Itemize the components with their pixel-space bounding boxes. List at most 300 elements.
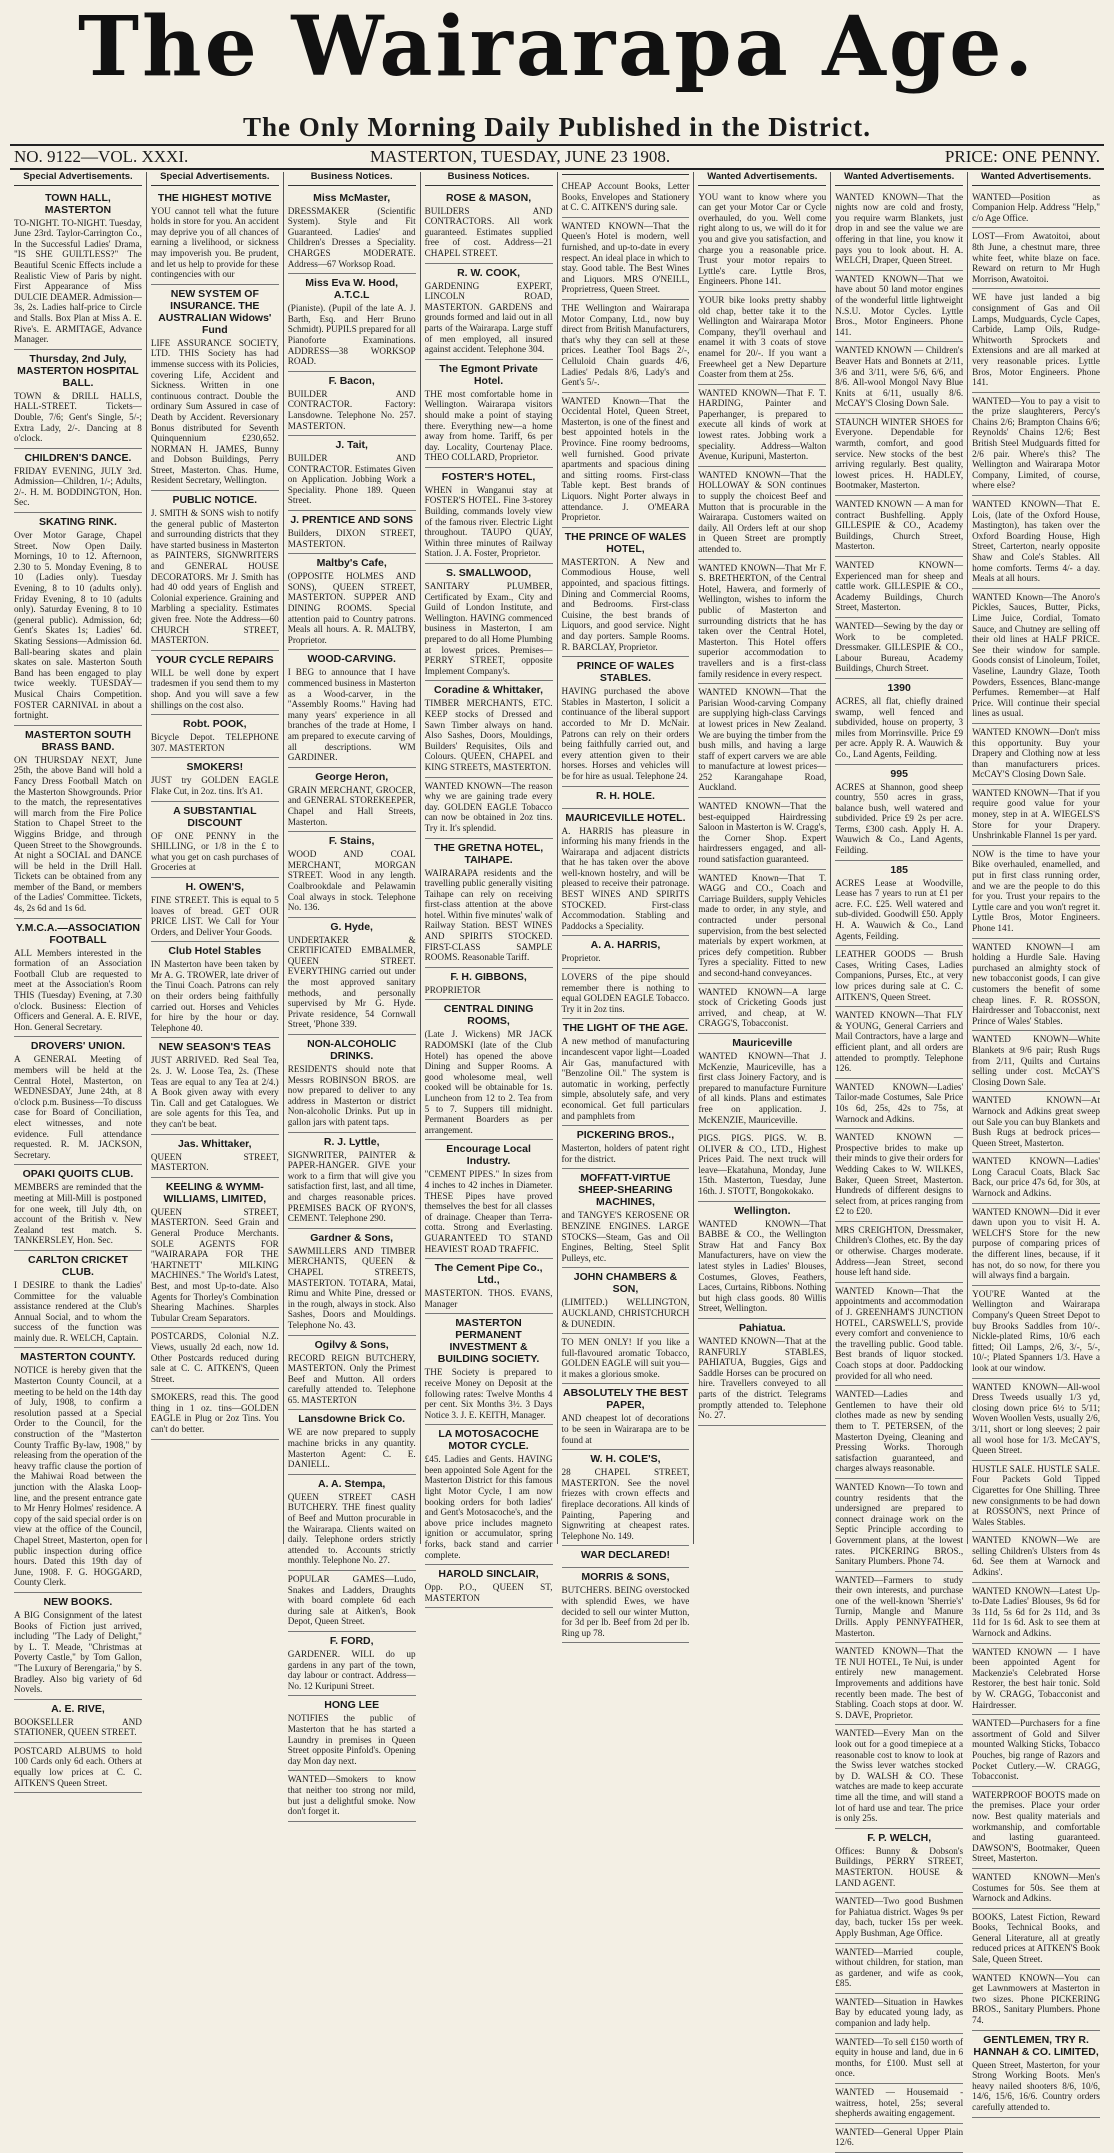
advertisement-body: SANITARY PLUMBER, Certificated by Exam., City and Guild of London Institute, and Wellington. HAVING commenced business in Masterton, I am prepared to do all Home Plumbing at lowest prices. Premises—PERRY STREET, opposite Implement Company's. xyxy=(424,581,553,676)
advertisement-body: DRESSMAKER (Scientific System). Style and Fit Guaranteed. Ladies' and Children's Dresses a Speciality. CHARGES MODERATE. Address—67 Worksop Road. xyxy=(287,205,416,269)
advertisement xyxy=(835,1643,963,1725)
advertisement-body: (LIMITED.) WELLINGTON, AUCKLAND, CHRISTCHURCH & DUNEDIN. xyxy=(561,1297,690,1329)
advertisement-body: WANTED KNOWN—That if you require good value for your money, step in at A. WIEGELS'S Store for your Drapery. Unshrinkable Flannel 1s per yard. xyxy=(972,787,1100,841)
advertisement-body: WANTED—Smokers to know that neither too strong nor mild, but just a delightful smoke. Now don't forget it. xyxy=(287,1774,416,1817)
advertisement-body: TOWN & DRILL HALLS, HALL-STREET. Tickets—Double, 7/6; Gent's Single, 5/-; Extra Lady, 2/-. Dancing at 8 o'clock. xyxy=(14,390,142,444)
advertisement-body: THE Society is prepared to receive Money on Deposit at the following rates: Twelve Months 4 per cent. Six Months 3½. 3 Days Notice 3. J. E. KEITH, Manager. xyxy=(424,1367,553,1420)
advertisement-body: YOU cannot tell what the future holds in store for you. An accident may deprive you of all chances of earning a livelihood, or sickness may impoverish you. Be prudent, and let us help to provide for these contingencies with our xyxy=(150,205,279,280)
advertisement-body: YOUR bike looks pretty shabby old chap, better take it to the Wellington and Wairarapa Motor Company, they'll overhaul and enamel it with 3 coats of stove enamel for 20/-. If you want a Freewheel get a New Departure Coaster from them at 25s. xyxy=(698,294,827,380)
advertisement xyxy=(425,189,553,264)
advertisement xyxy=(151,285,279,491)
advertisement-body: WILL be well done by expert tradesmen if you send them to my shop. And you will save a few shillings on the cost also. xyxy=(150,667,279,710)
advertisement-body: WANTED Known—To town and country residents that the undersigned are prepared to connect drainage work on the Septic Principle according to Government plans, at the lowest rates. PICKERING BROS., Sanitary Plumbers. Phone 74. xyxy=(835,1481,964,1567)
advertisement-heading: Mauriceville xyxy=(732,1036,793,1049)
advertisement xyxy=(425,968,553,1001)
advertisement-body: A GENERAL Meeting of members will be held at the Central Hotel, Masterton, on WEDNESDAY, June 24th, at 8 o'clock p.m. Business—To discuss case for Board of Conciliation, elect witnesses, and note evidence. Full attendance requested. R. M. JACKSON, Secretary. xyxy=(14,1054,142,1160)
advertisement-body: WANTED—You to pay a visit to the prize slaughterers, Percy's Chains 2/6; Brampton Chains 6/6; Reynolds' Chains 12/6; Best British Steel Mudguards fitted for 2/6 pair. Where's this? The Wellington and Wairarapa Motor Company, Limited, of course, where else? xyxy=(972,395,1100,491)
advertisement-body: (Late J. Wickens) MR JACK RADOMSKI (late of the Club Hotel) has opened the above Dining and Supper Rooms. A good wholesome meal, well cooked will be obtainable for 1s. Luncheon from 12 to 2. Tea from 5 to 7. Suppers till midnight. Permanent Boarders as per arrangement. xyxy=(424,1029,553,1135)
advertisement-heading: CARLTON CRICKET CLUB. xyxy=(27,1253,128,1278)
advertisement xyxy=(835,765,963,861)
advertisement-body: WANTED KNOWN—That the HOLLOWAY & SON continues to supply the choicest Beef and Mutton that is procurable in the Wairarapa. Customers waited on daily. All Orders left at our shop in Queen Street are promptly attended to. xyxy=(698,469,827,554)
advertisement xyxy=(972,1379,1100,1461)
advertisement-body: BUILDERS AND CONTRACTORS. All work guaranteed. Estimates supplied free of cost. Address—21 CHAPEL STREET. xyxy=(424,205,553,258)
advertisement xyxy=(288,274,416,372)
advertisement-heading: 995 xyxy=(890,767,908,780)
advertisement-body: WANTED KNOWN—That FLY & YOUNG, General Carriers and Mail Contractors, have a large and efficient plant, and all orders are attended to promptly. Telephone 126. xyxy=(835,1010,964,1074)
advertisement-body: WANTED Known—That the appointments and accommodation of J. GREENHAM'S JUNCTION HOTEL, CARSWELL'S, provide every comfort and convenience to the travelling public. Good table. Best brands of liquor stocked. Coach stops at door. Paddocking provided for all who need. xyxy=(835,1285,964,1381)
advertisement-heading: 1390 xyxy=(887,681,911,694)
advertisement-body: Builders, DIXON STREET, MASTERTON. xyxy=(287,528,416,549)
advertisement-body: JUST try GOLDEN EAGLE Flake Cut, in 2oz. tins. It's A1. xyxy=(150,775,279,796)
advertisement-heading: Maltby's Cafe, xyxy=(316,557,387,570)
advertisement-body: WANTED KNOWN—That we have about 50 land motor engines of the wonderful little lightweight N.S.U. Motor Cycles. Lyttle Bros., Motor Engineers. Phone 141. xyxy=(835,273,964,337)
advertisement-heading: GENTLEMEN, TRY R. HANNAH & CO. LIMITED, xyxy=(973,2033,1099,2058)
advertisement xyxy=(425,1000,553,1140)
advertisement xyxy=(972,589,1100,724)
advertisement xyxy=(835,414,963,496)
advertisement-body: WANTED—Purchasers for a fine assortment of Gold and Silver mounted Walking Sticks, Tobacco Pouches, big range of Razors and Pocket Cutlery.—W. CRAGG, Tobacconist. xyxy=(972,1718,1100,1782)
advertisement-body: WANTED KNOWN—Ladies' Tailor-made Costumes, Sale Price 10s 6d, 25s, 42s to 75s, at Warnock and Adkins. xyxy=(835,1081,964,1124)
advertisement xyxy=(562,1019,690,1126)
advertisement xyxy=(972,939,1100,1032)
advertisement-heading: SMOKERS! xyxy=(186,761,244,774)
advertisement xyxy=(14,449,142,513)
advertisement-body: WANTED KNOWN—At Warnock and Adkins great sweep out Sale you can buy Blankets and Bush Rugs at bedrock prices—Queen Street, Masterton. xyxy=(972,1095,1100,1148)
advertisement-heading: PUBLIC NOTICE. xyxy=(172,494,258,507)
advertisement-body: THE most comfortable home in Wellington. Wairarapa visitors should make a point of staying there. Everything new—a home away from home. Tariff, 6s per day. Locality, Courtenay Place. THEO COLLARD, Proprietor. xyxy=(424,388,553,463)
advertisement xyxy=(562,1384,690,1450)
advertisement xyxy=(288,832,416,918)
column-header: Wanted Advertisements. xyxy=(835,172,963,186)
advertisement-body: WAIRARAPA residents and the travelling public generally visiting Taihape can rely on receiving first-class attention at the above hotel. Within five minutes' walk of Railway Station. BEST WINES AND SPIRITS STOCKED. FIRST-CLASS SAMPLE ROOMS. Reasonable Tariff. xyxy=(424,867,553,963)
advertisement-body: WANTED KNOWN—That F. T. HARDING, Painter and Paperhanger, is prepared to execute all kinds of work at lowest rates. Jobbing work a speciality. Address—Walton Avenue, Kuripuni, Masterton. xyxy=(698,387,827,462)
advertisement-heading: R. W. COOK, xyxy=(457,266,521,279)
advertisement-body: NOTIFIES the public of Masterton that he has started a Laundry in premises in Queen Street opposite Pinfold's. Opening day Mon day next. xyxy=(287,1713,416,1766)
advertisement-body: WOOD AND COAL MERCHANT, MORGAN STREET. Wood in any length. Coalbrookdale and Pelawamin Coal always in stock. Telephone No. 136. xyxy=(287,849,416,913)
advertisement-heading: Ogilvy & Sons, xyxy=(314,1338,389,1351)
advertisement-heading: FOSTER'S HOTEL, xyxy=(441,470,536,483)
advertisement-body: (Pianiste). (Pupil of the late A. J. Barth, Esq. and Herr Bruno Schmidt). PUPILS prepared for all Pianoforte Examinations. ADDRESS—38 WORKSOP ROAD. xyxy=(287,303,416,367)
advertisement-heading: Wellington. xyxy=(734,1204,791,1217)
advertisement-body: WANTED KNOWN—The reason why we are gaining trade every day. GOLDEN EAGLE Tobacco can now be obtained in 2oz tins. Try it. It's splendid. xyxy=(424,780,553,833)
advertisement-heading: G. Hyde, xyxy=(330,920,373,933)
advertisement-body: WANTED KNOWN—That the TE NUI HOTEL, Te Nui, is under entirely new management. Improvements and additions have recently been made. The best of Stabling. Coach stops at door. W. S. DAVE, Proprietor. xyxy=(835,1646,964,1720)
column-2 xyxy=(147,172,284,1544)
advertisement-body: PROPRIETOR xyxy=(424,984,481,995)
advertisement-heading: NON-ALCOHOLIC DRINKS. xyxy=(307,1038,397,1063)
advertisement-body: WANTED KNOWN—A large stock of Cricketing Goods just arrived, and cheap, at W. CRAGG'S, Tobacconist. xyxy=(698,986,827,1029)
advertisement xyxy=(972,1869,1100,1909)
advertisement-body: WANTED—Ladies and Gentlemen to have their old clothes made as new by sending them to T. PETERSEN, of the Masterton Dyeing, Cleaning and Pressing Works. Thorough satisfaction guaranteed, and charges always reasonable. xyxy=(835,1389,964,1474)
advertisement xyxy=(835,1283,963,1386)
advertisement xyxy=(288,1771,416,1821)
advertisement-body: Proprietor. xyxy=(561,953,601,964)
advertisement xyxy=(562,1450,690,1546)
advertisement-heading: THE GRETNA HOTEL, TAIHAPE. xyxy=(433,841,544,866)
advertisement-body: SMOKERS, read this. The good thing in 1 oz. tins—GOLDEN EAGLE in Plug or 2oz Tins. You can't do better. xyxy=(150,1392,279,1435)
advertisement-body: PIGS. PIGS. PIGS. W. B. OLIVER & CO., LTD., Highest Prices Paid. The next truck will leave—Ekatahuna, Monday, June 15th. Masterton, Tuesday, June 16th. J. STOTT, Bongokokako. xyxy=(698,1133,827,1197)
advertisement xyxy=(14,1743,142,1793)
advertisement-heading: F. Bacon, xyxy=(328,374,375,387)
advertisement-body: WANTED KNOWN—Latest Up-to-Date Ladies' Blouses, 9s 6d for 3s 11d, 5s 6d for 2s 11d, and 3s 11d for 1s 6d. Ask to see them at Warnock and Adkins. xyxy=(972,1585,1100,1639)
advertisement-body: WANTED KNOWN—Experienced man for sheep and cattle work. GILLESPIE & CO., Academy Buildings, Church Street, Masterton. xyxy=(835,560,964,613)
advertisement xyxy=(288,1696,416,1771)
advertisement-body: ON THURSDAY NEXT, June 25th, the above Band will hold a Fancy Dress Football Match on the Masterton Showgrounds. Prior to the match, the representatives will march from the Fire Police Station to Chapel Street to the Wiggins Bridge, and through Queen Street to the Showgrounds. At night a SOCIAL and DANCE will be held in the Drill Hall. Tickets can be obtained from any member of the Band, or members of the Ladies' Committee. Tickets, 4s, 2s 6d and 1s 6d. xyxy=(14,754,142,914)
advertisement-heading: WAR DECLARED! xyxy=(580,1549,671,1562)
advertisement-body: GARDENER. WILL do up gardens in any part of the town, day labour or contract. Address—No. 12 Kuripuni Street. xyxy=(287,1648,416,1691)
advertisement-body: WANTED KNOWN—That J. McKenzie, Mauriceville, has a first class Joinery Factory, and is prepared to manufacture Furniture of all kinds. Plans and estimates free on application. J. McKENZIE, Mauriceville. xyxy=(698,1050,827,1125)
advertisement-body: ACRES, all flat, chiefly drained swamp, well fenced and subdivided, house on property, 3 miles from Morrinsville. Price £9 per acre. Apply R. A. Wauwich & Co., Land Agents, Feilding. xyxy=(835,695,964,759)
advertisement-heading: HONG LEE xyxy=(324,1699,380,1712)
advertisement-body: WANTED KNOWN—Did it ever dawn upon you to visit H. A. WELCH'S Store for the new purpose of comparing prices of the different lines, because, if it has not, do so now, for there you will always find a bargain. xyxy=(972,1206,1100,1281)
advertisement-body: NOW is the time to have your Bike overhauled, enamelled, and put in first class running order, and we are the people to do this for you. Trust your repairs to the Lyttle care and you won't regret it. Lyttle Bros, Motor Engineers. Phone 141. xyxy=(972,848,1100,933)
advertisement-body: WANTED—General Upper Plain 12/6. xyxy=(835,2126,964,2148)
advertisement-body: (OPPOSITE HOLMES AND SONS), QUEEN STREET, MASTERTON. SUPPER AND DINING ROOMS. Special attention paid to Country patrons. Meals all hours. A. R. MALTBY, Proprietor. xyxy=(287,571,416,645)
advertisement xyxy=(562,969,690,1019)
advertisement xyxy=(562,936,690,969)
advertisement-body: I DESIRE to thank the Ladies' Committee for the valuable assistance rendered at the Club's Annual Social, and to whom the success of the function was mainly due. R. WELCH, Captain. xyxy=(14,1279,142,1343)
advertisement-body: ALL Members interested in the formation of an Association Football Club are requested to meet at the Association's Room THIS (Tuesday) Evening, at 7.30 o'clock. Business: Election of Officers and General. A. E. RIVE, Hon. General Secretary. xyxy=(14,947,142,1032)
advertisement-body: MRS CREIGHTON, Dressmaker, Children's Clothes, etc. By the day or otherwise. Charges moderate. Address—Jean Street, second house left hand side. xyxy=(835,1224,964,1278)
advertisement-heading: MOFFATT-VIRTUE SHEEP-SHEARING MACHINES, xyxy=(578,1172,673,1209)
advertisement xyxy=(698,684,826,798)
advertisement-body: SIGNWRITER, PAINTER & PAPER-HANGER. GIVE your work to a firm that will give you satisfaction first, last, and all time, and charges reasonable prices. PREMISES BACK OF RYON'S, CEMENT. Telephone 290. xyxy=(287,1149,416,1224)
advertisement-body: LOVERS of the pipe should remember there is nothing to equal GOLDEN EAGLE Tobacco. Try it in 2oz tins. xyxy=(561,972,690,1014)
advertisement-heading: Gardner & Sons, xyxy=(310,1231,394,1244)
advertisement-body: WANTED Known—The Anoro's Pickles, Sauces, Butter, Picks, Lime Juice, Cordial, Tomato Sauce, and Chutney are selling off their old lines at HALF PRICE. See their window for sample. Goods consist of Linoleum, Toilet, Vaseline, Laundry Glaze, Tooth Powders, Essences, Blanc-mange Perfumes. Remember—at Half Price. Will continue their special lines as usual. xyxy=(972,591,1100,719)
advertisement xyxy=(972,393,1100,496)
advertisement xyxy=(698,1034,826,1130)
advertisement-body: RECORD REIGN BUTCHERY, MASTERTON. Only the Primest Beef and Mutton. All orders carefully attended to. Telephone 65. MASTERTON xyxy=(287,1352,416,1405)
advertisement-body: BUTCHERS. BEING overstocked with splendid Ewes, we have decided to sell our winter Mutton, for 3d per lb. Beef from 2d per lb. Ring up 78. xyxy=(561,1585,690,1638)
advertisement xyxy=(698,189,826,292)
advertisement xyxy=(698,984,826,1034)
advertisement-body: WANTED KNOWN—You can get Lawnmowers at Masterton in two sizes. Phone PICKERING BROS., Sanitary Plumbers. Phone 74. xyxy=(972,1972,1100,2026)
advertisement xyxy=(835,1893,963,1943)
advertisement xyxy=(151,1135,279,1178)
advertisement xyxy=(151,651,279,715)
advertisement-body: WANTED KNOWN—Don't miss this opportunity. Buy your Drapery and Clothing now at less than manufacturers prices. McCAY'S Closing Down Sale. xyxy=(972,726,1100,780)
advertisement-body: WHEN in Wanganui stay at FOSTER'S HOTEL. Fine 3-storey Building, commands lovely view of the famous river. Electric Light throughout. TAUPO QUAY, Within three minutes of Railway Station. J. A. Foster, Proprietor. xyxy=(424,484,553,559)
advertisement xyxy=(835,1725,963,1828)
advertisement xyxy=(835,496,963,557)
advertisement xyxy=(562,218,690,300)
advertisement-heading: R. J. Lyttle, xyxy=(323,1135,380,1148)
advertisement xyxy=(835,946,963,1007)
advertisement xyxy=(14,1251,142,1349)
advertisement-body: WANTED—Every Man on the look out for a good timepiece at a reasonable cost to know to look at the Swiss lever watches stocked by D. WALSH & CO. These watches are made to keep accurate time all the time, and will stand a lot of hard use and tear. The price is only 25s. xyxy=(835,1728,964,1824)
advertisement xyxy=(425,1425,553,1565)
advertisement-body: A BIG Consignment of the latest Books of Fiction just arrived, including "The Lady of Delight," by L. T. Meade, "Christmas at Poverty Castle," by Tom Gallon, "The Luxury of Berengaria," by S. Bradley. Also big variety of 6d Novels. xyxy=(14,1609,142,1695)
advertisement-heading: MAURICEVILLE HOTEL. xyxy=(565,811,686,824)
advertisement-body: LEATHER GOODS — Brush Cases, Writing Cases, Ladies Companions, Purses, Etc., at very low prices during sale at C. C. AITKEN'S, Queen Street. xyxy=(835,949,964,1002)
advertisement-body: GRAIN MERCHANT, GROCER, and GENERAL STOREKEEPER, Chapel and Hall Streets, Masterton. xyxy=(287,784,416,827)
advertisement xyxy=(562,1546,690,1568)
column-header: Wanted Advertisements. xyxy=(698,172,826,186)
advertisement xyxy=(562,657,690,786)
advertisement xyxy=(835,861,963,947)
advertisement-heading: MASTERTON PERMANENT INVESTMENT & BUILDING SOCIETY. xyxy=(437,1317,540,1366)
advertisement-heading: NEW SYSTEM OF INSURANCE. THE AUSTRALIAN Widows' Fund xyxy=(158,287,272,336)
advertisement-body: WANTED KNOWN — Prospective brides to make up their minds to give their orders for Wedding Cakes to W. WILKES, Baker, Queen Street, Masterton. Hundreds of different designs to select from, at prices ranging from £2 to £20. xyxy=(835,1132,964,1217)
advertisement xyxy=(972,1204,1100,1286)
advertisement xyxy=(835,2034,963,2084)
advertisement xyxy=(151,715,279,758)
advertisement-body: WANTED — Housemaid - waitress, hotel, 25s; several shepherds awaiting engagement. xyxy=(835,2087,964,2119)
advertisement xyxy=(151,491,279,651)
advertisement-heading: Jas. Whittaker, xyxy=(178,1137,252,1150)
advertisement-body: WANTED KNOWN—Ladies' Long Caracul Coats, Black Sac Back, our price 47s 6d, for 30s, at Warnock and Adkins. xyxy=(972,1156,1100,1199)
advertisement-body: WE are now prepared to supply machine bricks in any quantity. Masterton Agent: C. E. DANIELL. xyxy=(287,1427,416,1470)
advertisement-body: CHEAP Account Books, Letter Books, Envelopes and Stationery at C. C. AITKEN'S during sale. xyxy=(561,181,690,213)
advertisement-body: STAUNCH WINTER SHOES for Everyone. Dependable for warmth, comfort, and good service. New stocks of the best arriving regularly. Best quality, lowest prices. H. HADLEY, Bootmaker, Masterton. xyxy=(835,416,964,491)
advertisement-body: WANTED—Two good Bushmen for Pahiatua district. Wages 9s per day, bach, tucker 15s per week. Apply Bushman, Age Office. xyxy=(835,1896,964,1938)
advertisement-body: WANTED KNOWN — Children's Beaver Hats and Bonnets at 2/11, 3/6 and 3/11, were 5/6, 6/6, and 8/6. All-wool Mongol Navy Blue Knits at 6/11, usually 8/6. McCAY'S Closing Down Sale. xyxy=(835,345,964,409)
advertisement xyxy=(151,1178,279,1329)
advertisement-heading: SKATING RINK. xyxy=(38,516,117,529)
advertisement xyxy=(562,528,690,657)
advertisement xyxy=(425,564,553,681)
advertisement-body: WANTED KNOWN—White Blankets at 9/6 pair; Rush Rugs from 2/11, Quilts and Curtains selling under cost. McCAY'S Closing Down Sale. xyxy=(972,1034,1100,1087)
column-7 xyxy=(831,171,968,2148)
advertisement-body: POSTCARD ALBUMS to hold 100 Cards only 6d each. Others at equally low prices at C. C. AITKEN'S Queen Street. xyxy=(14,1745,142,1788)
advertisement xyxy=(972,1286,1100,1379)
advertisement-body: MASTERTON. THOS. EVANS, Manager xyxy=(424,1288,553,1309)
advertisement xyxy=(288,1571,416,1632)
advertisement xyxy=(562,1126,690,1169)
advertisement-body: POSTCARDS, Colonial N.Z. Views, usually 2d each, now 1d. Other Postcards reduced during sale at C. C. AITKEN'S, Queen Street. xyxy=(150,1331,279,1384)
advertisement-heading: F. H. GIBBONS, xyxy=(450,970,527,983)
advertisement-heading: F. P. WELCH, xyxy=(867,1831,932,1844)
advertisement-body: WANTED—Situation in Hawkes Bay by educated young lady, as companion and lady help. xyxy=(835,1996,964,2029)
advertisement-columns xyxy=(10,171,1104,2148)
advertisement-body: WANTED KNOWN—Men's Costumes for 50s. See them at Warnock and Adkins. xyxy=(972,1871,1100,1904)
advertisement xyxy=(835,1007,963,1079)
advertisement-heading: MASTERTON SOUTH BRASS BAND. xyxy=(24,728,131,753)
advertisement-body: Opp. P.O., QUEEN ST, MASTERTON xyxy=(424,1582,553,1603)
advertisement-body: I BEG to announce that I have commenced business in Masterton as a Wood-carver, in the "Assembly Rooms." Having had many years' experience in all branches of the trade at Home, I am prepared to execute carving of all descriptions. WM GARDINER. xyxy=(287,667,416,763)
advertisement xyxy=(835,1829,963,1893)
advertisement xyxy=(972,1909,1100,1970)
advertisement-body: WANTED KNOWN—All-wool Dress Tweeds usually 1/3 yd, closing down price 6½ to 5/11; Woven Woollen Vests, usually 2/6, 3/11, short or long sleeves; 2 pair all wool hose for 1/3. McCAY'S, Queen Street. xyxy=(972,1381,1100,1456)
advertisement xyxy=(972,1153,1100,1203)
advertisement xyxy=(972,228,1100,289)
advertisement-body: WANTED—Sewing by the day or Work to be completed. Dressmaker. GILLESPIE & CO., Labour Bureau, Academy Buildings, Church Street. xyxy=(835,620,964,674)
advertisement-body: WANTED Known—That T. WAGG and CO., Coach and Carriage Builders, supply Vehicles made to order, in any style, and contracted under personal supervision, from the best selected materials by expert workmen, at prices defy competition. Rubber Tyres a speciality. Fitted to new and second-hand conveyances. xyxy=(698,872,827,978)
dateline-bar xyxy=(10,144,1104,170)
advertisement-body: THE Wellington and Wairarapa Motor Company, Ltd., now buy direct from British Manufacturers, that's why they can sell at these prices. Leather Tool Bags 2/-, Celluloid Chain guards 4/6, Ladies' Pedals 8/6, Lady's and Gent's 5/-. xyxy=(561,302,690,388)
advertisement-heading: A. E. RIVE, xyxy=(51,1702,105,1715)
advertisement xyxy=(835,2084,963,2124)
advertisement xyxy=(14,1700,142,1743)
advertisement-body: AND cheapest lot of decorations to be seen in Wairarapa are to be found at xyxy=(561,1413,690,1445)
advertisement xyxy=(835,1572,963,1644)
advertisement xyxy=(151,1328,279,1389)
advertisement-heading: WOOD-CARVING. xyxy=(307,653,396,666)
advertisement-body: BUILDER AND CONTRACTOR. Factory: Lansdowne. Telephone No. 257. MASTERTON. xyxy=(287,388,416,431)
advertisement-body: £45. Ladies and Gents. HAVING been appointed Sole Agent for the Masterton District for this famous light Motor Cycle, I am now booking orders for both ladies' and Gent's Motosacoche's, and the above price includes magneto ignition or accumulator, spring forks, back stand and carrier complete. xyxy=(424,1454,553,1560)
advertisement-body: WANTED—Married couple, without children, for station, man as gardener, and wife as cook, £85. xyxy=(835,1946,964,1989)
advertisement-body: TO MEN ONLY! If you like a full-flavoured aromatic Tobacco, GOLDEN EAGLE will suit you—it makes a glorious smoke. xyxy=(561,1337,690,1379)
advertisement xyxy=(698,1130,826,1202)
column-header: Business Notices. xyxy=(425,172,553,186)
advertisement-heading: R. H. HOLE. xyxy=(595,789,655,802)
advertisement-heading: OPAKI QUOITS CLUB. xyxy=(22,1168,134,1181)
column-3 xyxy=(284,171,421,1817)
advertisement-body: J. SMITH & SONS wish to notify the general public of Masterton and surrounding districts that they have started business in Masterton as PAINTERS, SIGNWRITERS and GENERAL HOUSE DECORATORS. Mr J. Smith has had 40 odd years of English and Colonial experience. Graining and Marbling a speciality. Estimates given free. Note the Address—60 CHURCH STREET, MASTERTON. xyxy=(150,508,279,646)
advertisement-body: 28 CHAPEL STREET, MASTERTON. See the novel friezes with crown effects and fireplace decorations. All kinds of Painting, Papering and Signwriting at cheapest rates. Telephone No. 149. xyxy=(561,1467,690,1541)
advertisement xyxy=(698,798,826,870)
advertisement xyxy=(835,189,963,271)
advertisement-body: Offices: Bunny & Dobson's Buildings, PERRY STREET, MASTERTON. HOUSE & LAND AGENT. xyxy=(835,1845,964,1888)
advertisement-body: FINE STREET. This is equal to 5 loaves of bread. GET OUR PRICE LIST. We Call for Your Orders, and Deliver Your Goods. xyxy=(150,894,279,937)
advertisement xyxy=(288,1035,416,1133)
advertisement-heading: MASTERTON COUNTY. xyxy=(20,1351,136,1364)
advertisement-heading: S. SMALLWOOD, xyxy=(445,567,532,580)
advertisement xyxy=(972,289,1100,392)
advertisement xyxy=(288,554,416,650)
advertisement-body: WANTED KNOWN—We are selling Children's Ulsters from 4s 6d. See them at Warnock and Adkins'. xyxy=(972,1535,1100,1578)
advertisement xyxy=(972,1644,1100,1716)
advertisement xyxy=(288,189,416,275)
advertisement xyxy=(425,1140,553,1259)
advertisement-heading: 185 xyxy=(890,863,908,876)
advertisement xyxy=(14,513,142,726)
advertisement-heading: DROVERS' UNION. xyxy=(30,1040,125,1053)
advertisement-heading: JOHN CHAMBERS & SON, xyxy=(573,1271,678,1296)
advertisement-heading: J. PRENTICE AND SONS xyxy=(290,514,414,527)
advertisement xyxy=(562,1268,690,1334)
advertisement xyxy=(835,1386,963,1479)
advertisement-body: WANTED KNOWN—That the nights now are cold and frosty, you require warm Blankets, just drop in and see the value we are offering in that line, you know it pays you to look about. H. A. WELCH, Draper, Queen Street. xyxy=(835,191,964,266)
advertisement-heading: NEW SEASON'S TEAS xyxy=(158,1041,271,1054)
advertisement xyxy=(972,724,1100,785)
advertisement xyxy=(972,2031,1100,2118)
advertisement-heading: Lansdowne Brick Co. xyxy=(298,1413,406,1426)
advertisement-body: POPULAR GAMES—Ludo, Snakes and Ladders, Draughts with board complete 6d each during sale at Aitken's, Book Depot, Queen Street. xyxy=(287,1574,416,1627)
advertisement-heading: Thursday, 2nd July, MASTERTON HOSPITAL BALL. xyxy=(17,352,139,389)
column-6 xyxy=(694,172,831,1544)
advertisement-body: WE have just landed a big consignment of Gas and Oil Lamps, Mudguards, Cycle Capes, Carbide, Lamp Oils, Rudge-Whitworth Sprockets and Extensions and are all marked at very reasonable prices. Lyttle Bros, Motor Engineers. Phone 141. xyxy=(972,292,1100,388)
advertisement xyxy=(835,1079,963,1129)
advertisement xyxy=(151,878,279,942)
advertisement xyxy=(835,1129,963,1222)
advertisement xyxy=(835,1994,963,2034)
column-header: Special Advertisements. xyxy=(14,172,142,186)
advertisement xyxy=(562,1568,690,1643)
advertisement-body: A new method of manufacturing incandescent vapor light—Loaded Air Gas, manufactured with "Benzoline Oil." The system is automatic in working, perfectly simple, absolutely safe, and very economical. Get full particulars and pamphlets from xyxy=(561,1036,690,1121)
advertisement-body: and TANGYE'S KEROSENE OR BENZINE ENGINES. LARGE STOCKS—Steam, Gas and Oil Engines, Belting, Steel Split Pulleys, etc. xyxy=(561,1210,690,1263)
advertisement xyxy=(835,342,963,414)
advertisement-body: SAWMILLERS AND TIMBER MERCHANTS, QUEEN & CHAPEL STREETS, MASTERTON. TOTARA, Matai, Rimu and White Pine, dressed or in the rough, always in stock. Also Sashes, Doors and Mouldings. Telephone No. 43. xyxy=(287,1245,416,1330)
advertisement xyxy=(14,726,142,919)
advertisement-body: LIFE ASSURANCE SOCIETY, LTD. THIS Society has had immense success with its Policies, covering Life, Accident and Sickness. Written in one continuous contract. Double the ordinary Sum Assured in case of Death by Accident. Reversionary Bonus distributed for Seventh Quinquennium £230,652. NORMAN H. JAMES, Bunny and Dobson Buildings, Perry Street, Masterton. Chas. Hume, Resident Secretary, Wellington. xyxy=(150,337,279,486)
advertisement xyxy=(425,264,553,360)
advertisement-body: Bicycle Depot. TELEPHONE 307. MASTERTON xyxy=(150,732,279,753)
advertisement xyxy=(698,385,826,467)
advertisement-heading: A. A. HARRIS, xyxy=(590,939,661,952)
advertisement-body: NOTICE is hereby given that the Masterton County Council, at a meeting to be held on the 14th day of July, 1908, to confirm a resolution passed at a Special Order to the Council, for the construction of the "Masterton County Traffic By-law, 1908," by releasing from the operation of the heavy traffic clause the portion of the Mahiwai Road between the junction with the Alaska Loop-line, and the present entrance gate to Mr Henry Holmes' residence. A copy of the said special order is on view at the office of the Council, Chapel Street, Masterton, open for public inspection during office hours. Dated this 19th day of June, 1908. F. G. HOGGARD, County Clerk. xyxy=(14,1365,142,1588)
advertisement-heading: J. Tait, xyxy=(335,439,368,452)
advertisement-body: QUEEN STREET CASH BUTCHERY. THE finest quality of Beef and Mutton procurable in the Wairarapa. Clients waited on daily. Telephone orders strictly attended to. Accounts strictly monthly. Telephone No. 27. xyxy=(287,1491,416,1566)
advertisement xyxy=(425,839,553,968)
advertisement-body: WANTED KNOWN—That BABBE & CO., the Wellington Straw Hat and Fancy Box Manufacturers, have on view the latest styles in Ladies' Blouses, Costumes, Gloves, Feathers, Laces, Curtains, Ribbons. Nothing but high class goods. 80 Willis Street, Wellington. xyxy=(698,1218,827,1314)
advertisement xyxy=(288,1410,416,1474)
advertisement-body: HAVING purchased the above Stables in Masterton, I solicit a continuance of the liberal support accorded to Mr D. McNair. Patrons can rely on their orders being faithfully carried out, and every attention given to their horses. Horses and vehicles will be for hire as usual. Telephone 24. xyxy=(561,686,690,781)
advertisement xyxy=(562,178,690,218)
advertisement xyxy=(698,870,826,984)
advertisement xyxy=(698,292,826,385)
advertisement xyxy=(835,618,963,679)
advertisement-heading: CENTRAL DINING ROOMS, xyxy=(443,1003,534,1028)
masthead-title: The Wairarapa Age. xyxy=(78,0,1036,95)
advertisement xyxy=(288,1229,416,1336)
advertisement xyxy=(151,1038,279,1134)
advertisement xyxy=(14,1037,142,1165)
advertisement-body: A. HARRIS has pleasure in informing his many friends in the Wairarapa and adjacent districts that he has taken over the above well-known hostelry, and will be pleased to receive their patronage. BEST WINES AND SPIRITS STOCKED. First-class Accommodation. Stabling and Paddocks a Speciality. xyxy=(561,825,690,931)
advertisement xyxy=(425,778,553,839)
advertisement xyxy=(972,1532,1100,1582)
column-1 xyxy=(10,171,147,1788)
advertisement xyxy=(562,1334,690,1384)
advertisement-body: WANTED KNOWN—That the best-equipped Hairdressing Saloon in Masterton is W. Cragg's, the Corner Shop. Expert hairdressers engaged, and all-round satisfaction guaranteed. xyxy=(698,801,827,865)
advertisement-body: YOU want to know where you can get your Motor Car or Cycle overhauled, do you. Well come right along to us, we will do it for you and give you satisfaction, and charge you a reasonable price. Trust your motor repairs to Lyttle's care. Lyttle Bros, Engineers. Phone 141. xyxy=(698,191,827,287)
advertisement-heading: A. A. Stempa, xyxy=(318,1477,386,1490)
advertisement-body: WANTED—Farmers to study their own interests, and purchase one of the well-known 'Sherrie's' Turnip, Mangle and Manure Drills. Apply PENNYFATHER, Masterton. xyxy=(835,1574,964,1638)
advertisement xyxy=(288,372,416,436)
advertisement xyxy=(288,918,416,1035)
advertisement-body: WANTED KNOWN—I am holding a Hurdle Sale. Having purchased an almighty stock of new tobacconist goods, I can give customers the benefit of some cheap lines. F. R. ROSSON, Hairdresser and Tobacconist, next Prince of Wales' Stables. xyxy=(972,941,1100,1026)
advertisement-heading: YOUR CYCLE REPAIRS xyxy=(155,653,274,666)
advertisement-body: IN Masterton have been taken by Mr A. G. TROWER, late driver of the Tinui Coach. Patrons can rely on their orders being faithfully carried out. Horses and Vehicles for hire by the hour or day. Telephone 40. xyxy=(150,959,279,1033)
column-header: Wanted Advertisements. xyxy=(972,172,1100,186)
advertisement xyxy=(151,1389,279,1439)
advertisement-body: WANTED KNOWN—That E. Lois, (late of the Oxford House, Mastington), has taken over the Oxford Boarding House, High Street, Carterton, nearly opposite Shaw and Cole's Stables. All home comforts. Terms 4/- a day. Meals at all hours. xyxy=(972,499,1100,584)
advertisement xyxy=(835,679,963,765)
advertisement xyxy=(835,557,963,618)
advertisement-body: Masterton, holders of patent right for the district. xyxy=(561,1143,690,1164)
advertisement xyxy=(972,1715,1100,1787)
issue-number: NO. 9122—VOL. XXXI. xyxy=(14,147,189,166)
masthead-subtitle: The Only Morning Daily Published in the District. xyxy=(242,112,872,142)
advertisement-body: BOOKSELLER AND STATIONER, QUEEN STREET. xyxy=(14,1716,142,1738)
advertisement xyxy=(698,1202,826,1319)
advertisement-heading: HAROLD SINCLAIR, xyxy=(438,1568,539,1581)
advertisement-heading: NEW BOOKS. xyxy=(43,1595,113,1608)
advertisement-body: WANTED—Position as Companion Help. Address "Help," c/o Age Office. xyxy=(972,191,1100,223)
advertisement-body: TO-NIGHT. TO-NIGHT. Tuesday, June 23rd. Taylor-Carrington Co., In the Successful Ladies' Drama, "IS SHE GUILTLESS?" The Beautiful Scenic Effects include a Realistic View of Paris by night. First Appearance of Miss DULCIE DEAMER. Admission—3s, 2s. Ladies half-price to Circle and Stalls. Box Plan at Miss A. E. Rive's. E. ARMITAGE, Advance Manager. xyxy=(14,217,142,345)
advertisement-heading: THE HIGHEST MOTIVE xyxy=(157,191,272,204)
advertisement-body: WANTED KNOWN—That the Queen's Hotel is modern, well furnished, and up-to-date in every respect. An ideal place in which to stay. Good table. The Best Wines and Liquors. MRS O'NEILL, Proprietress, Queen Street. xyxy=(561,220,690,295)
advertisement xyxy=(14,1165,142,1251)
advertisement xyxy=(288,650,416,767)
advertisement xyxy=(288,768,416,832)
column-header xyxy=(562,172,690,175)
advertisement xyxy=(14,350,142,449)
advertisement xyxy=(972,1461,1100,1533)
advertisement-heading: A SUBSTANTIAL DISCOUNT xyxy=(173,804,257,829)
advertisement-heading: Robt. POOK, xyxy=(183,718,247,731)
advertisement-body: RESIDENTS should note that Messrs ROBINSON BROS. are now prepared to deliver to any address in Masterton or district Non-alcoholic Drinks. Put up in gallon jars with patent taps. xyxy=(287,1064,416,1127)
advertisement xyxy=(562,300,690,393)
advertisement-heading: THE LIGHT OF THE AGE. xyxy=(562,1022,688,1035)
advertisement-body: OF ONE PENNY in the SHILLING, or 1/8 in the £ to what you get on cash purchases of Groceries at xyxy=(150,830,279,873)
advertisement-body: MASTERTON. A New and Commodious House, well appointed, and spacious fittings. Dining and Commercial Rooms, and Bedrooms. First-class Cuisine, the best brands of Liquors, and good service. Night and day porters. Sample Rooms. R. BARCLAY, Proprietor. xyxy=(561,556,690,652)
advertisement-body: JUST ARRIVED. Red Seal Tea, 2s. J. W. Loose Tea, 2s. (These Teas are equal to any Tea at 2/4.) A Book given away with every Tin. Call and get Catalogues. We are sole agents for this Tea, and they can't be beat. xyxy=(150,1055,279,1129)
advertisement xyxy=(151,758,279,801)
advertisement-heading: The Egmont Private Hotel. xyxy=(439,362,538,387)
advertisement-body: FRIDAY EVENING, JULY 3rd. Admission—Children, 1/-; Adults, 2/-. H. M. BODDINGTON, Hon. Sec. xyxy=(14,465,142,508)
